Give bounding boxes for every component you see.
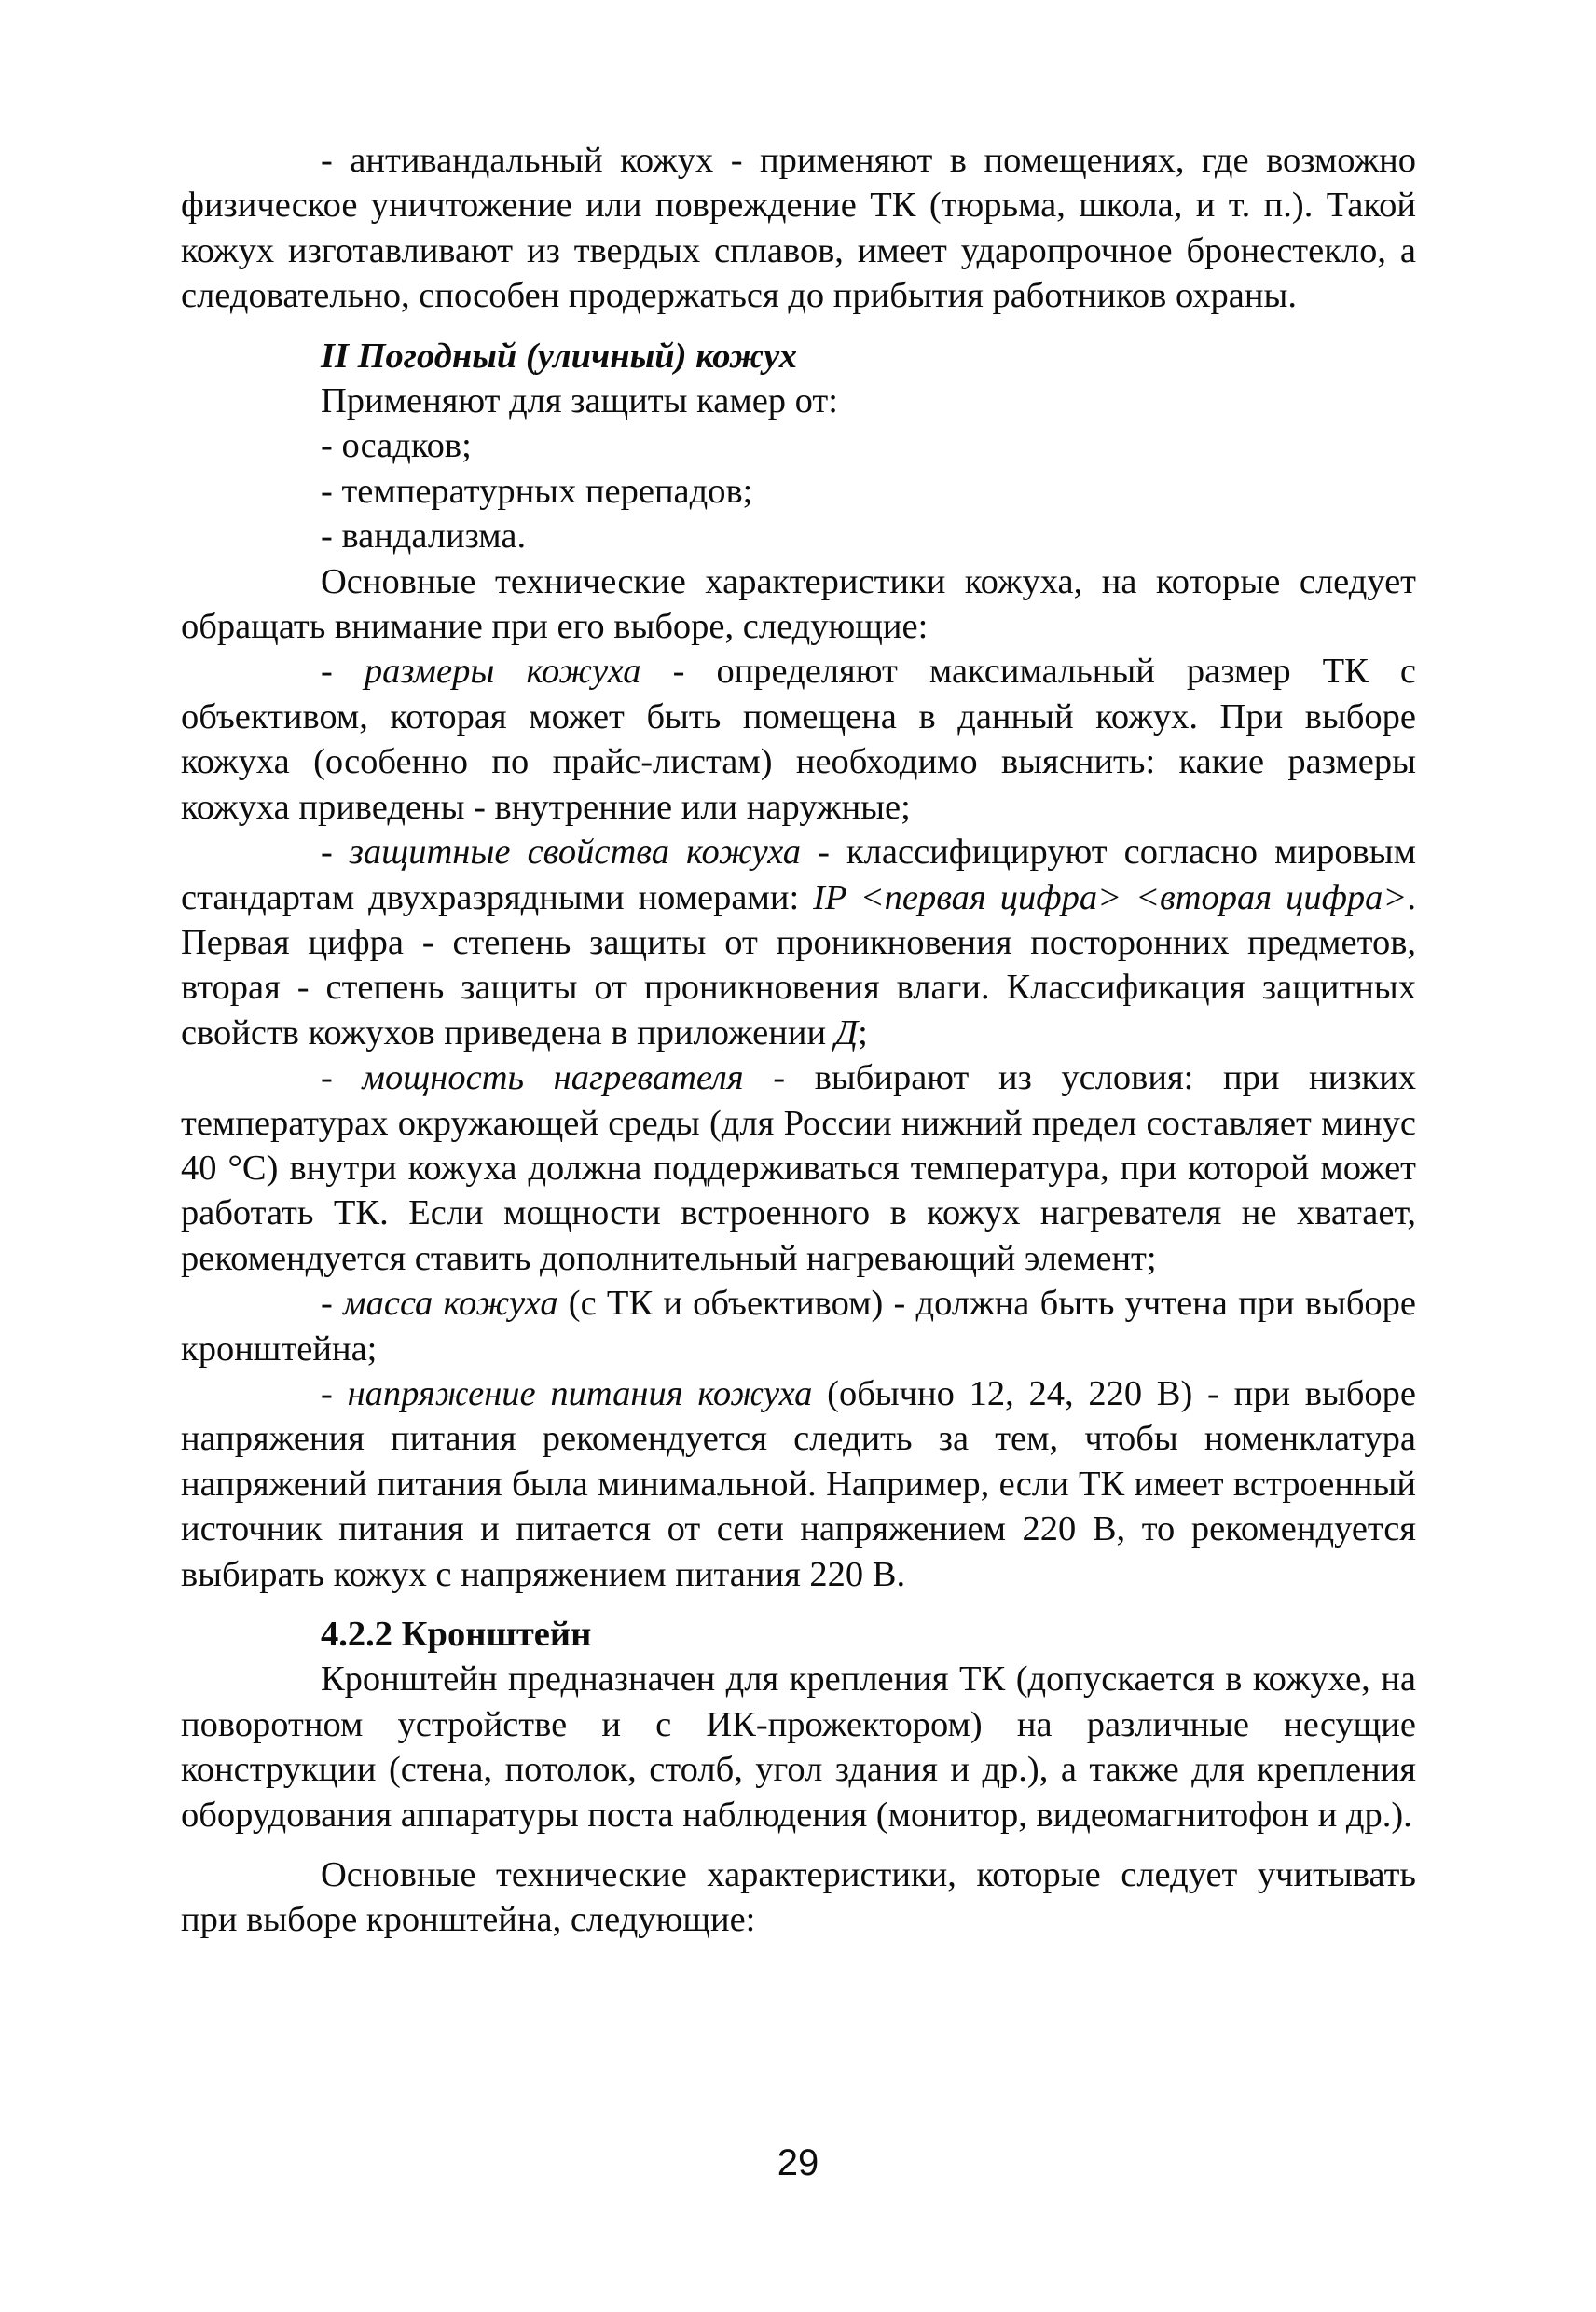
term-protective-properties: защитные свойства кожуха [349, 833, 802, 873]
paragraph-housing-mass [181, 1281, 1416, 1371]
paragraph-heater-power [181, 1055, 1416, 1281]
section-heading: 4.2.2 Кронштейн [321, 1615, 592, 1654]
term-housing-size: размеры кожуха [364, 652, 641, 692]
list-dash: - [321, 1284, 344, 1324]
paragraph-bracket: Кронштейн предназначен для крепления ТК (допускается в кожухе, на поворотном устройстве и с ИК-прожектором) на различные несущие конструкции (стена, потолок, столб, угол здания и др.), а также для крепления оборудования аппаратуры поста наблюдения (монитор, видеомагнитофон и др.). [181, 1659, 1416, 1835]
definition-text: - определяют максимальный размер ТК с объективом, которая может быть помещена в данный кожух. При выборе кожуха (особенно по прайс-листам) необходимо выяснить: какие размеры кожуха приведены - внутренние или наружные; [181, 652, 1416, 827]
definition-text: - классифицируют согласно мировым стандартам двухразрядными номерами: [181, 833, 1416, 917]
list-dash: - [321, 652, 365, 692]
term-supply-voltage: напряжение питания кожуха [347, 1373, 813, 1413]
term-heater-power: мощность нагревателя [362, 1058, 744, 1098]
definition-text: . Первая цифра - степень защиты от проникновения посторонних предметов, вторая - степень защиты от проникновения влаги. Классификация защитных свойств кожухов приведена в приложении [181, 877, 1417, 1053]
list-dash: - [321, 833, 350, 873]
weather-housing-heading: II Погодный (уличный) кожух [321, 336, 797, 376]
paragraph-housing-size [181, 649, 1416, 830]
list-dash: - [321, 1058, 363, 1098]
definition-text: (с ТК и объективом) - должна быть учтена при выборе кронштейна; [181, 1284, 1416, 1369]
page-body [181, 138, 1416, 1943]
list-item: - осадков; [321, 426, 472, 466]
paragraph-bracket-characteristics: Основные технические характеристики, которые следует учитывать при выборе кронштейна, следующие: [181, 1855, 1416, 1940]
spacer [181, 1597, 1416, 1612]
paragraph-antivandal-housing: - антивандальный кожух - применяют в помещениях, где возможно физическое уничтожение или повреждение ТК (тюрьма, школа, и т. п.). Такой кожух изготавливают из твердых сплавов, имеет ударопрочное бронестекло, а следовательно, способен продержаться до прибытия работников охраны. [181, 141, 1416, 316]
definition-text: (обычно 12, 24, 220 В) - при выборе напряжения питания рекомендуется следить за тем, чтобы номенклатура напряжений питания была минимальной. Например, если ТК имеет встроенный источник питания и питается от сети напряжением 220 В, то рекомендуется выбирать кожух с напряжением питания 220 В. [181, 1373, 1416, 1594]
list-item: - температурных перепадов; [321, 471, 753, 511]
term-housing-mass: масса кожуха [343, 1284, 558, 1324]
paragraph-protective-properties [181, 830, 1416, 1055]
paragraph-housing-characteristics: Основные технические характеристики кожуха, на которые следует обращать внимание при его выборе, следующие: [181, 561, 1416, 647]
spacer [181, 319, 1416, 334]
list-item: - вандализма. [321, 516, 527, 557]
paragraph-supply-voltage [181, 1371, 1416, 1597]
definition-text: ; [858, 1012, 868, 1053]
weather-housing-intro: Применяют для защиты камер от: [321, 381, 838, 421]
appendix-reference: Д [834, 1012, 859, 1053]
definition-text: - выбирают из условия: при низких температурах окружающей среды (для России нижний предел составляет минус 40 °С) внутри кожуха должна поддерживаться температура, при которой может работать ТК. Если мощности встроенного в кожух нагревателя не хватает, рекомендуется ставить дополнительный нагревающий элемент; [181, 1058, 1416, 1278]
list-dash: - [321, 1373, 348, 1413]
spacer [181, 1837, 1416, 1852]
ip-code: IP <первая цифра> <вторая цифра> [813, 877, 1408, 917]
page-number: 29 [777, 2142, 819, 2183]
